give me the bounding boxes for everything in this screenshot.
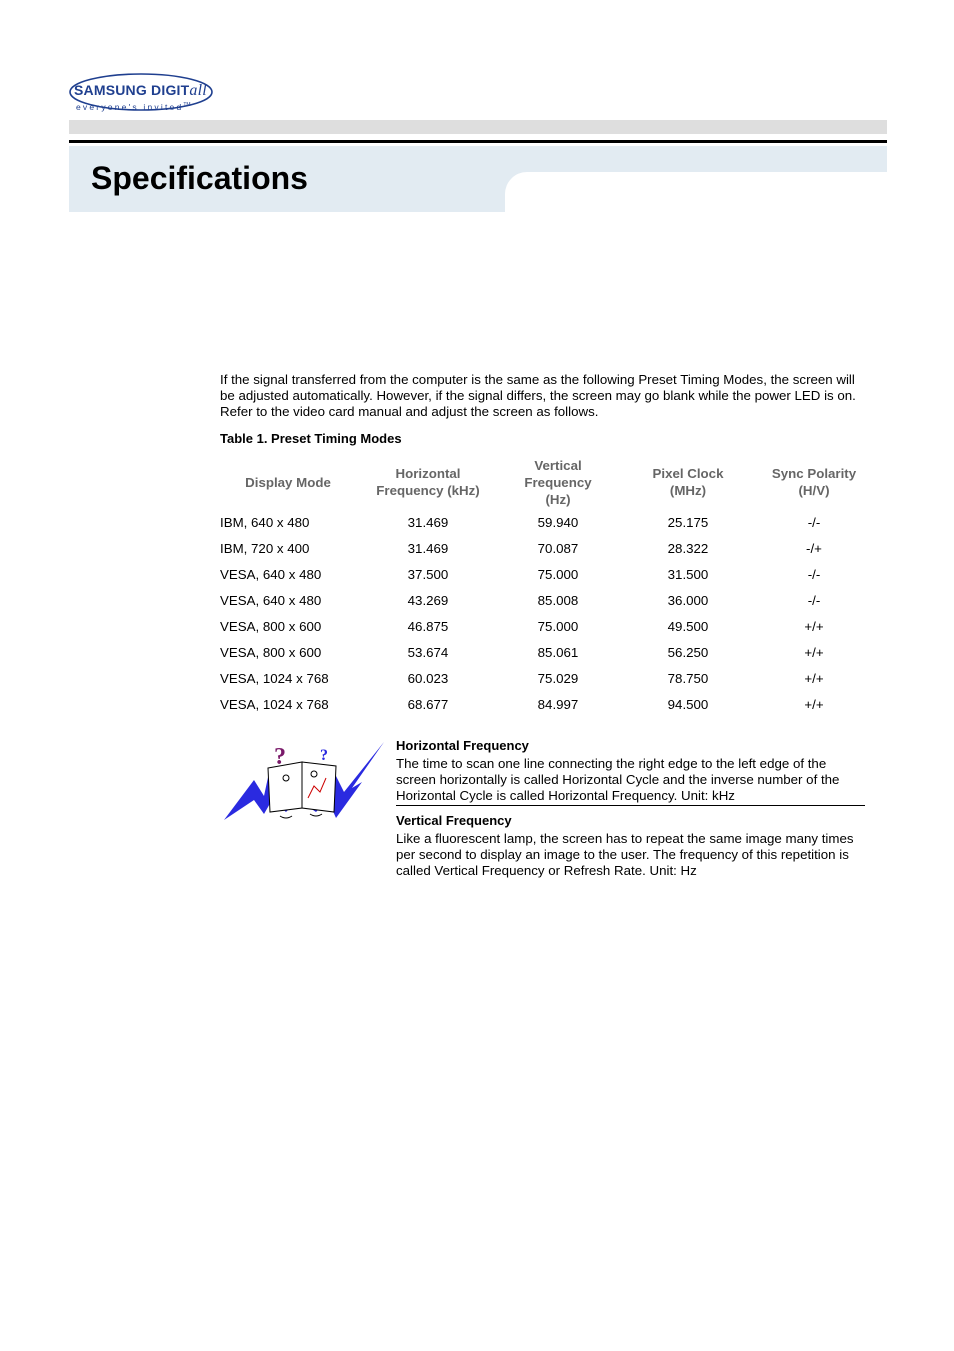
cell-display-mode: IBM, 720 x 400 xyxy=(220,541,310,557)
cell-vertical-frequency: 84.997 xyxy=(537,696,579,712)
cell-pixel-clock: 31.500 xyxy=(667,567,709,583)
preset-timing-table xyxy=(218,454,870,717)
cell-vertical-frequency: 70.087 xyxy=(537,541,579,557)
cell-sync-polarity: -/- xyxy=(807,515,821,531)
table-row xyxy=(218,588,870,614)
definition-horizontal-frequency xyxy=(396,737,865,806)
header-rule xyxy=(69,140,887,143)
cell-sync-polarity: -/+ xyxy=(806,541,822,557)
cell-sync-polarity: +/+ xyxy=(804,670,824,686)
cell-horizontal-frequency: 68.677 xyxy=(407,696,449,712)
table-row xyxy=(218,665,870,691)
cell-sync-polarity: +/+ xyxy=(804,696,824,712)
intro-paragraph: If the signal transferred from the computer is the same as the following Preset Timing Modes, the screen will be adjusted automatically. However, if the signal differs, the screen may go blank while the power LED is on. Refer to the video card manual and adjust the screen as follows. xyxy=(220,372,856,419)
samsung-logo xyxy=(68,70,214,116)
header-sync-polarity: Sync Polarity (H/V) xyxy=(771,466,857,498)
header-horizontal-frequency: Horizontal Frequency (kHz) xyxy=(376,466,480,498)
table-header-row xyxy=(218,454,870,510)
cell-horizontal-frequency: 43.269 xyxy=(407,593,449,609)
question-mark-large: ? xyxy=(274,744,286,770)
cell-vertical-frequency: 75.029 xyxy=(537,670,579,686)
cell-horizontal-frequency: 37.500 xyxy=(407,567,449,583)
cell-display-mode: VESA, 800 x 600 xyxy=(220,644,322,660)
table-row xyxy=(218,510,870,536)
table-row xyxy=(218,614,870,640)
cell-sync-polarity: -/- xyxy=(807,567,821,583)
cell-pixel-clock: 28.322 xyxy=(667,541,709,557)
cell-display-mode: IBM, 640 x 480 xyxy=(220,515,310,531)
definition-text: Like a fluorescent lamp, the screen has to repeat the same image many times per second to display an image to the user. The frequency of this repetition is called Vertical Frequency or Refresh Rate. Unit: Hz xyxy=(396,831,854,878)
confused-book-cartoon-icon xyxy=(224,742,384,824)
cell-horizontal-frequency: 31.469 xyxy=(407,515,449,531)
page-title: Specifications xyxy=(91,160,308,196)
header-display-mode: Display Mode xyxy=(245,474,331,490)
table-row xyxy=(218,691,870,717)
cell-display-mode: VESA, 1024 x 768 xyxy=(220,670,329,686)
table-row xyxy=(218,562,870,588)
question-mark-small: ? xyxy=(320,747,328,764)
cell-pixel-clock: 49.500 xyxy=(667,619,709,634)
cell-horizontal-frequency: 46.875 xyxy=(407,619,449,634)
logo-tagline: everyone's invited™ xyxy=(76,102,191,112)
cell-vertical-frequency: 85.008 xyxy=(537,593,579,609)
definitions xyxy=(396,737,865,879)
definition-term: Horizontal Frequency xyxy=(396,738,529,753)
table-row xyxy=(218,639,870,665)
cell-pixel-clock: 78.750 xyxy=(667,670,709,686)
cell-sync-polarity: -/- xyxy=(807,593,821,609)
cell-display-mode: VESA, 800 x 600 xyxy=(220,619,322,634)
cell-display-mode: VESA, 1024 x 768 xyxy=(220,696,329,712)
cell-display-mode: VESA, 640 x 480 xyxy=(220,593,322,609)
cell-vertical-frequency: 85.061 xyxy=(537,644,579,660)
cell-vertical-frequency: 75.000 xyxy=(537,567,579,583)
definition-term: Vertical Frequency xyxy=(396,813,512,828)
table-caption: Table 1. Preset Timing Modes xyxy=(220,431,402,446)
cell-vertical-frequency: 59.940 xyxy=(537,515,579,531)
cell-sync-polarity: +/+ xyxy=(804,619,824,634)
cell-pixel-clock: 36.000 xyxy=(667,593,709,609)
logo-brand: SAMSUNG DIGITall xyxy=(74,82,207,99)
definition-vertical-frequency xyxy=(396,812,865,879)
cell-horizontal-frequency: 53.674 xyxy=(407,644,449,660)
header-vertical-frequency: Vertical Frequency (Hz) xyxy=(524,457,592,507)
cell-pixel-clock: 56.250 xyxy=(667,644,709,660)
header-grey-bar xyxy=(69,120,887,134)
cell-pixel-clock: 94.500 xyxy=(667,696,709,712)
table-row xyxy=(218,536,870,562)
cell-vertical-frequency: 75.000 xyxy=(537,619,579,634)
header-pixel-clock: Pixel Clock (MHz) xyxy=(652,466,724,498)
cell-display-mode: VESA, 640 x 480 xyxy=(220,567,322,583)
cell-horizontal-frequency: 60.023 xyxy=(407,670,449,686)
cell-sync-polarity: +/+ xyxy=(804,644,824,660)
definition-text: The time to scan one line connecting the right edge to the left edge of the screen horizontally is called Horizontal Cycle and the inverse number of the Horizontal Cycle is called Horizontal Frequency. Unit: kHz xyxy=(396,756,840,803)
cell-pixel-clock: 25.175 xyxy=(667,515,709,531)
cell-horizontal-frequency: 31.469 xyxy=(407,541,449,557)
